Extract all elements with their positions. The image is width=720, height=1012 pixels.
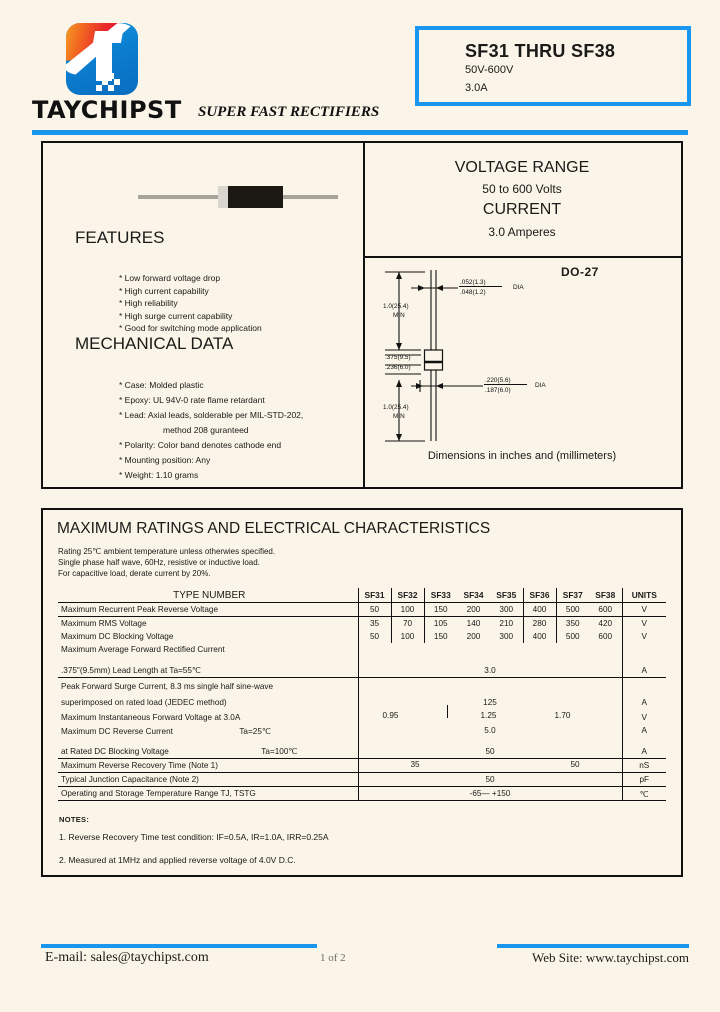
cell-value: 400 xyxy=(523,630,556,643)
dim-body-length-max: .375(9.5) xyxy=(385,354,411,361)
cell-value: 500 xyxy=(556,603,589,617)
cell-value: 35 xyxy=(358,617,391,631)
cell-value: 300 xyxy=(499,605,514,614)
max-ratings-heading: MAXIMUM RATINGS AND ELECTRICAL CHARACTERISTICS xyxy=(57,520,491,537)
brand-tagline: SUPER FAST RECTIFIERS xyxy=(198,104,380,120)
list-item: * High surge current capability xyxy=(119,310,233,321)
mechanical-data-heading: MECHANICAL DATA xyxy=(75,334,234,353)
column-header-units: UNITS xyxy=(622,588,666,603)
taychipst-logo-icon xyxy=(66,23,138,95)
table-row xyxy=(58,617,666,631)
table-row xyxy=(58,710,666,724)
brand-name: TAYCHIPST xyxy=(32,96,182,124)
table-row xyxy=(58,678,666,695)
mechanical-data-list xyxy=(79,378,399,483)
footer-divider-right xyxy=(497,944,689,948)
features-heading: FEATURES xyxy=(75,228,165,247)
features-list xyxy=(79,272,379,335)
cell-value: 140 xyxy=(466,619,481,628)
cell-unit: A xyxy=(622,724,666,737)
row-label: Maximum DC Blocking Voltage xyxy=(61,632,174,641)
part-voltage-rating: 50V-600V xyxy=(465,64,514,76)
row-label: Maximum RMS Voltage xyxy=(61,619,147,628)
table-row xyxy=(58,773,666,787)
ratings-table xyxy=(58,588,666,801)
table-row xyxy=(58,694,666,710)
cell-value: 5.0 xyxy=(358,724,622,737)
note-1: 1. Reverse Recovery Time test condition: IF=0.5A, IR=1.0A, IRR=0.25A xyxy=(59,832,329,842)
row-label xyxy=(58,724,358,737)
cell-unit: V xyxy=(622,603,666,617)
list-item: * Epoxy: UL 94V-0 rate flame retardant xyxy=(119,395,265,405)
cell-unit: nS xyxy=(622,759,666,773)
list-item: * Polarity: Color band denotes cathode end xyxy=(119,440,282,450)
row-label: Maximum Recurrent Peak Reverse Voltage xyxy=(61,605,218,614)
list-item: method 208 guranteed xyxy=(163,425,249,435)
dim-lead-dia-min: .048(1.2) xyxy=(460,289,486,296)
cell-unit: V xyxy=(622,617,666,631)
row-label-condition: Ta=100℃ xyxy=(261,747,298,756)
cell-value: 300 xyxy=(499,632,514,641)
cell-value: 50 xyxy=(570,760,580,769)
notes-heading: NOTES: xyxy=(59,815,90,824)
voltage-range-label: VOLTAGE RANGE xyxy=(454,159,590,176)
row-label: Operating and Storage Temperature Range TJ, TSTG xyxy=(61,789,256,798)
list-item: * Low forward voltage drop xyxy=(119,273,221,283)
row-label: Peak Forward Surge Current, 8.3 ms single half sine-wave xyxy=(61,681,274,691)
cell-value: 210 xyxy=(499,619,514,628)
dim-lead-dia-suffix: DIA xyxy=(513,284,524,291)
cell-unit: A xyxy=(622,694,666,710)
cell-value: 200 xyxy=(466,632,481,641)
cell-value: 200 xyxy=(466,605,481,614)
cell-value: 100 xyxy=(391,630,424,643)
footer-divider-left xyxy=(41,944,317,948)
condition-line: Single phase half wave, 60Hz, resistive or inductive load. xyxy=(58,558,260,567)
cell-value xyxy=(358,643,622,656)
dim-body-length-min: .236(6.0) xyxy=(385,364,411,371)
list-item: * High reliability xyxy=(119,298,178,309)
features-and-package-box xyxy=(41,141,683,489)
cell-value: 350 xyxy=(556,617,589,631)
dim-lead-dia-max: .052(1.3) xyxy=(460,279,486,286)
cell-value: 400 xyxy=(523,603,556,617)
dim-body-dia-min: .187(6.0) xyxy=(485,387,511,394)
list-item: * Mounting position: Any xyxy=(119,455,211,465)
table-header-row xyxy=(58,588,666,603)
list-item: * Weight: 1.10 grams xyxy=(119,470,199,480)
cell-unit: A xyxy=(622,656,666,678)
column-header: SF33 xyxy=(424,588,457,603)
cell-value: 150 xyxy=(424,603,457,617)
cell-value: 105 xyxy=(424,617,457,631)
row-label: Maximum Reverse Recovery Time (Note 1) xyxy=(61,761,218,770)
package-name-label: DO-27 xyxy=(561,265,599,279)
dim-lead-length-bottom-qual: MIN xyxy=(393,413,405,420)
cell-value: 600 xyxy=(598,605,613,614)
footer-website[interactable]: Web Site: www.taychipst.com xyxy=(532,950,689,965)
cell-unit: V xyxy=(622,630,666,643)
max-ratings-box xyxy=(41,508,683,877)
column-header: SF32 xyxy=(391,588,424,603)
current-value: 3.0 Amperes xyxy=(488,225,556,239)
row-label-condition: Ta=25℃ xyxy=(239,726,272,736)
row-label: .375"(9.5mm) Lead Length at Ta=55℃ xyxy=(61,666,202,675)
list-item: * Case: Molded plastic xyxy=(119,380,204,390)
note-2: 2. Measured at 1MHz and applied reverse voltage of 4.0V D.C. xyxy=(59,855,296,865)
cell-value: 1.25 xyxy=(480,711,497,720)
cell-value: 125 xyxy=(358,694,622,710)
cell-value: 150 xyxy=(424,630,457,643)
column-header: SF35 xyxy=(496,590,517,600)
package-drawing-panel xyxy=(363,258,681,485)
part-range-title: SF31 THRU SF38 xyxy=(465,41,616,61)
column-header: SF31 xyxy=(358,588,391,603)
voltage-range-value: 50 to 600 Volts xyxy=(482,182,562,196)
ratings-conditions xyxy=(58,546,275,579)
table-row xyxy=(58,787,666,801)
cell-value: 35 xyxy=(410,760,420,769)
dim-lead-length-top: 1.0(25.4) xyxy=(383,303,409,310)
row-label-text: at Rated DC Blocking Voltage xyxy=(61,747,169,756)
column-header: SF37 xyxy=(556,588,589,603)
cell-value: 280 xyxy=(523,617,556,631)
cell-value: 50 xyxy=(358,737,622,759)
row-label: Typical Junction Capacitance (Note 2) xyxy=(61,775,199,784)
package-dimension-drawing xyxy=(363,258,681,448)
table-row xyxy=(58,603,666,617)
cell-unit xyxy=(622,643,666,656)
type-number-label: TYPE NUMBER xyxy=(173,589,246,601)
column-header: SF38 xyxy=(595,590,616,600)
column-header: SF36 xyxy=(523,588,556,603)
dim-body-dia-suffix: DIA xyxy=(535,382,546,389)
table-row xyxy=(58,737,666,759)
part-title-box xyxy=(415,26,691,106)
list-item: * Lead: Axial leads, solderable per MIL-STD-202, xyxy=(119,410,304,420)
diode-package-illustration xyxy=(138,186,342,208)
dim-lead-length-top-qual: MIN xyxy=(393,312,405,319)
table-row xyxy=(58,724,666,737)
current-label: CURRENT xyxy=(482,201,562,218)
cell-value: 100 xyxy=(391,603,424,617)
dim-body-dia-max: .220(5.6) xyxy=(485,377,511,384)
cell-unit xyxy=(622,678,666,695)
condition-line: Rating 25℃ ambient temperature unless otherwies specified. xyxy=(58,547,276,556)
condition-line: For capacitive load, derate current by 20%. xyxy=(58,569,211,578)
cell-value: 600 xyxy=(598,632,613,641)
cell-value: 420 xyxy=(598,619,613,628)
cell-unit: V xyxy=(622,710,666,724)
table-row xyxy=(58,656,666,678)
cell-value-split xyxy=(358,759,622,773)
table-row xyxy=(58,630,666,643)
dimension-units-note: Dimensions in inches and (millimeters) xyxy=(427,450,617,462)
cell-value: 50 xyxy=(358,603,391,617)
row-label: superimposed on rated load (JEDEC method) xyxy=(61,697,227,707)
cell-value-group xyxy=(358,710,622,724)
footer-page-number: 1 of 2 xyxy=(320,952,346,964)
column-header: SF34 xyxy=(463,590,484,600)
row-label: Maximum Average Forward Rectified Current xyxy=(61,645,225,654)
cell-value: 0.95 xyxy=(382,711,399,720)
row-label-text: Maximum DC Reverse Current xyxy=(61,726,173,736)
cell-value xyxy=(358,678,622,695)
cell-value: 500 xyxy=(556,630,589,643)
row-label: Maximum Instantaneous Forward Voltage at 3.0A xyxy=(61,712,241,722)
cell-unit: ℃ xyxy=(622,787,666,801)
part-current-rating: 3.0A xyxy=(465,82,488,94)
row-label xyxy=(58,737,358,759)
cell-value: 50 xyxy=(358,773,622,787)
list-item: * Good for switching mode application xyxy=(119,323,262,334)
header-divider-accent-overlap xyxy=(32,130,502,135)
cell-unit: pF xyxy=(622,773,666,787)
cell-value: 1.70 xyxy=(554,711,571,720)
list-item: * High current capability xyxy=(119,285,209,296)
dim-lead-length-bottom: 1.0(25.4) xyxy=(383,404,409,411)
cell-value: -65— +150 xyxy=(358,787,622,801)
cell-unit: A xyxy=(622,737,666,759)
cell-value: 3.0 xyxy=(358,656,622,678)
cell-value: 70 xyxy=(391,617,424,631)
cell-value: 50 xyxy=(358,630,391,643)
table-row xyxy=(58,643,666,656)
footer-email[interactable]: E-mail: sales@taychipst.com xyxy=(45,950,209,965)
table-row xyxy=(58,759,666,773)
